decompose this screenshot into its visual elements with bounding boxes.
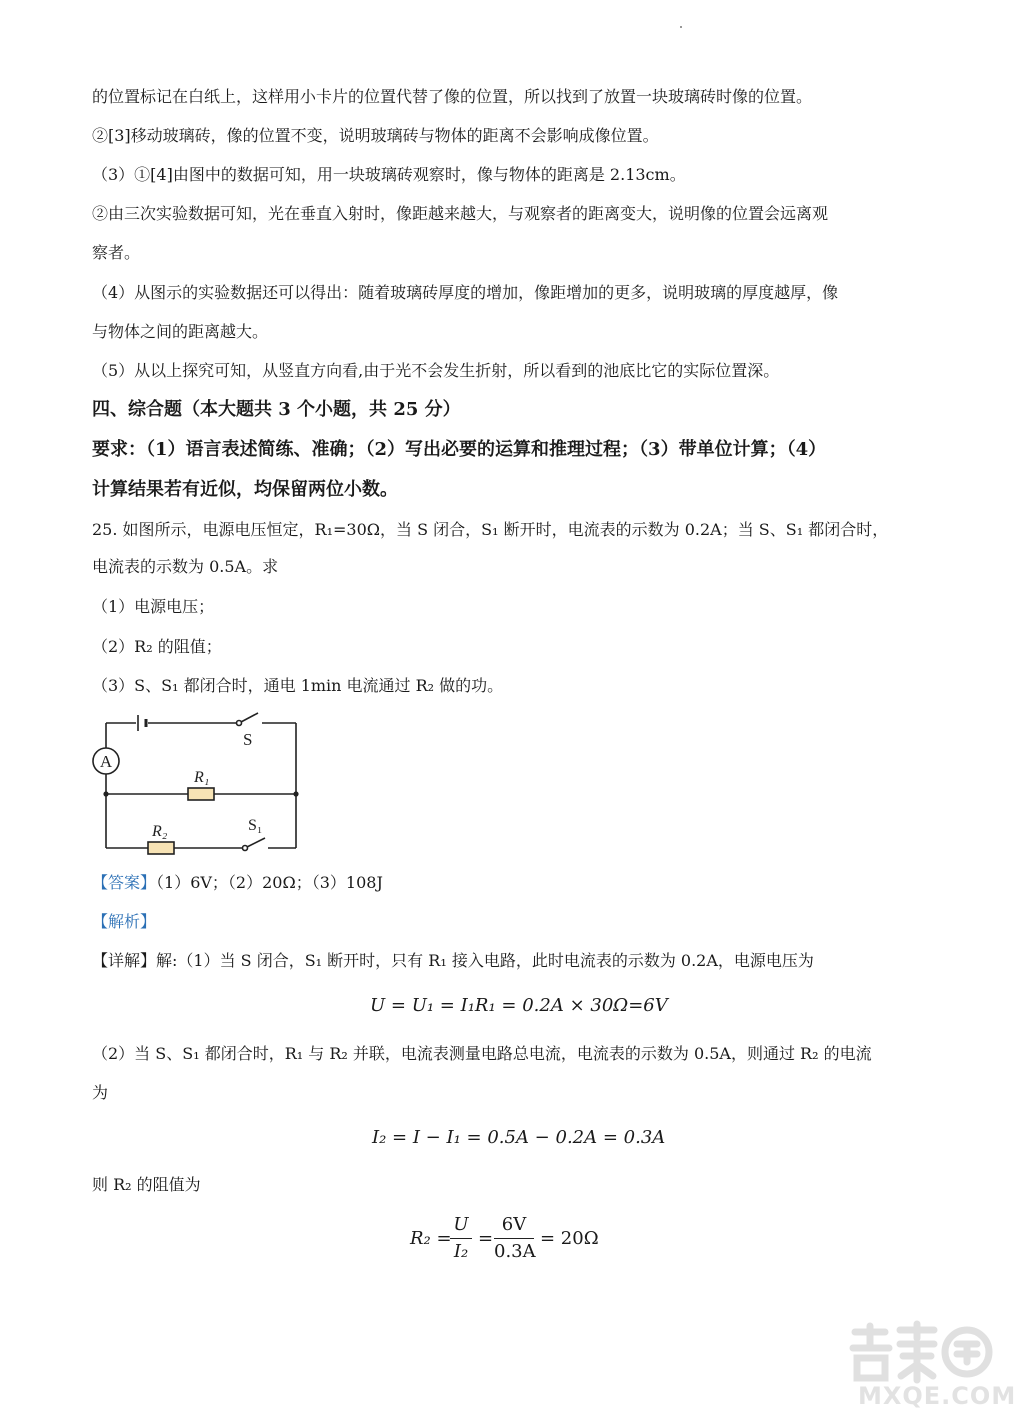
r1-label: R₁ [194, 769, 210, 786]
sub-question: （1）电源电压； [92, 597, 215, 616]
requirements-line: 计算结果若有近似，均保留两位小数。 [92, 479, 398, 500]
eq3-rhs: = 20Ω [540, 1228, 599, 1249]
text-line: （3）①[4]由图中的数据可知，用一块玻璃砖观察时，像与物体的距离是 2.13cm。 [92, 165, 686, 184]
resistor-r2 [148, 842, 174, 854]
eq3-denominator: 0.3A [494, 1241, 536, 1262]
section-title: 四、综合题（本大题共 3 个小题，共 25 分） [92, 399, 461, 420]
eq3-numerator: 6V [501, 1214, 527, 1235]
junction-dot [103, 791, 108, 796]
fraction-bar [494, 1238, 534, 1239]
switch-s-label: S [243, 730, 253, 749]
eq3-lhs: R₂ = [410, 1228, 452, 1249]
junction-dot [293, 791, 298, 796]
eq3-fraction-2 [494, 1214, 534, 1263]
detail-line: 则 R₂ 的阻值为 [92, 1175, 201, 1194]
answer-text: （1）6V；（2）20Ω；（3）108J [156, 873, 383, 892]
r2-label: R₂ [152, 823, 168, 840]
ammeter-label: A [99, 752, 113, 771]
detail-tag: 【详解】 [92, 951, 157, 970]
switch-s-blade [241, 713, 258, 722]
text-line: ②[3]移动玻璃砖，像的位置不变，说明玻璃砖与物体的距离不会影响成像位置。 [92, 126, 659, 145]
text-line: 的位置标记在白纸上，这样用小卡片的位置代替了像的位置，所以找到了放置一块玻璃砖时像的位置。 [92, 87, 813, 106]
text-line: 与物体之间的距离越大。 [92, 322, 269, 341]
watermark-text: MXQE.COM [858, 1382, 1016, 1410]
requirements-line: 要求：（1）语言表述简练、准确；（2）写出必要的运算和推理过程；（3）带单位计算；（4） [92, 439, 827, 460]
equation-1: U = U₁ = I₁R₁ = 0.2A × 30Ω=6V [370, 995, 668, 1016]
switch-s1-label: S₁ [248, 817, 263, 834]
detail-text: 解:（1）当 S 闭合，S₁ 断开时，只有 R₁ 接入电路，此时电流表的示数为 0.2A，电源电压为 [156, 951, 814, 970]
eq3-numerator: U [453, 1214, 469, 1235]
text-line: 察者。 [92, 243, 141, 262]
detail-line: （2）当 S、S₁ 都闭合时，R₁ 与 R₂ 并联，电流表测量电路总电流，电流表的示数为 0.5A，则通过 R₂ 的电流 [92, 1044, 872, 1063]
answer-line [92, 873, 912, 893]
answer-tag: 【答案】 [92, 873, 157, 892]
question-text: 25. 如图所示，电源电压恒定，R₁=30Ω，当 S 闭合，S₁ 断开时，电流表的示数为 0.2A；当 S、S₁ 都闭合时， [92, 520, 889, 539]
text-line: （4）从图示的实验数据还可以得出：随着玻璃砖厚度的增加，像距增加的更多，说明玻璃的厚度越厚，像 [92, 283, 839, 302]
equation-2: I₂ = I − I₁ = 0.5A − 0.2A = 0.3A [372, 1127, 666, 1148]
fraction-bar [450, 1238, 472, 1239]
eq3-equals: = [478, 1228, 494, 1249]
detail-line [92, 951, 912, 971]
sub-question: （3）S、S₁ 都闭合时，通电 1min 电流通过 R₂ 做的功。 [92, 676, 504, 695]
switch-s1-blade [247, 838, 265, 847]
speck [680, 26, 682, 28]
eq3-fraction-1 [450, 1214, 472, 1263]
text-line: ②由三次实验数据可知，光在垂直入射时，像距越来越大，与观察者的距离变大，说明像的位置会远离观 [92, 204, 829, 223]
eq3-denominator: I₂ [453, 1241, 469, 1262]
detail-line: 为 [92, 1083, 109, 1102]
resistor-r1 [188, 788, 214, 800]
text-line: （5）从以上探究可知，从竖直方向看,由于光不会发生折射，所以看到的池底比它的实际位置深。 [92, 361, 780, 380]
question-text: 电流表的示数为 0.5A。求 [92, 557, 279, 576]
sub-question: （2）R₂ 的阻值； [92, 637, 222, 656]
circuit-diagram [88, 710, 308, 860]
analysis-tag: 【解析】 [92, 912, 157, 931]
